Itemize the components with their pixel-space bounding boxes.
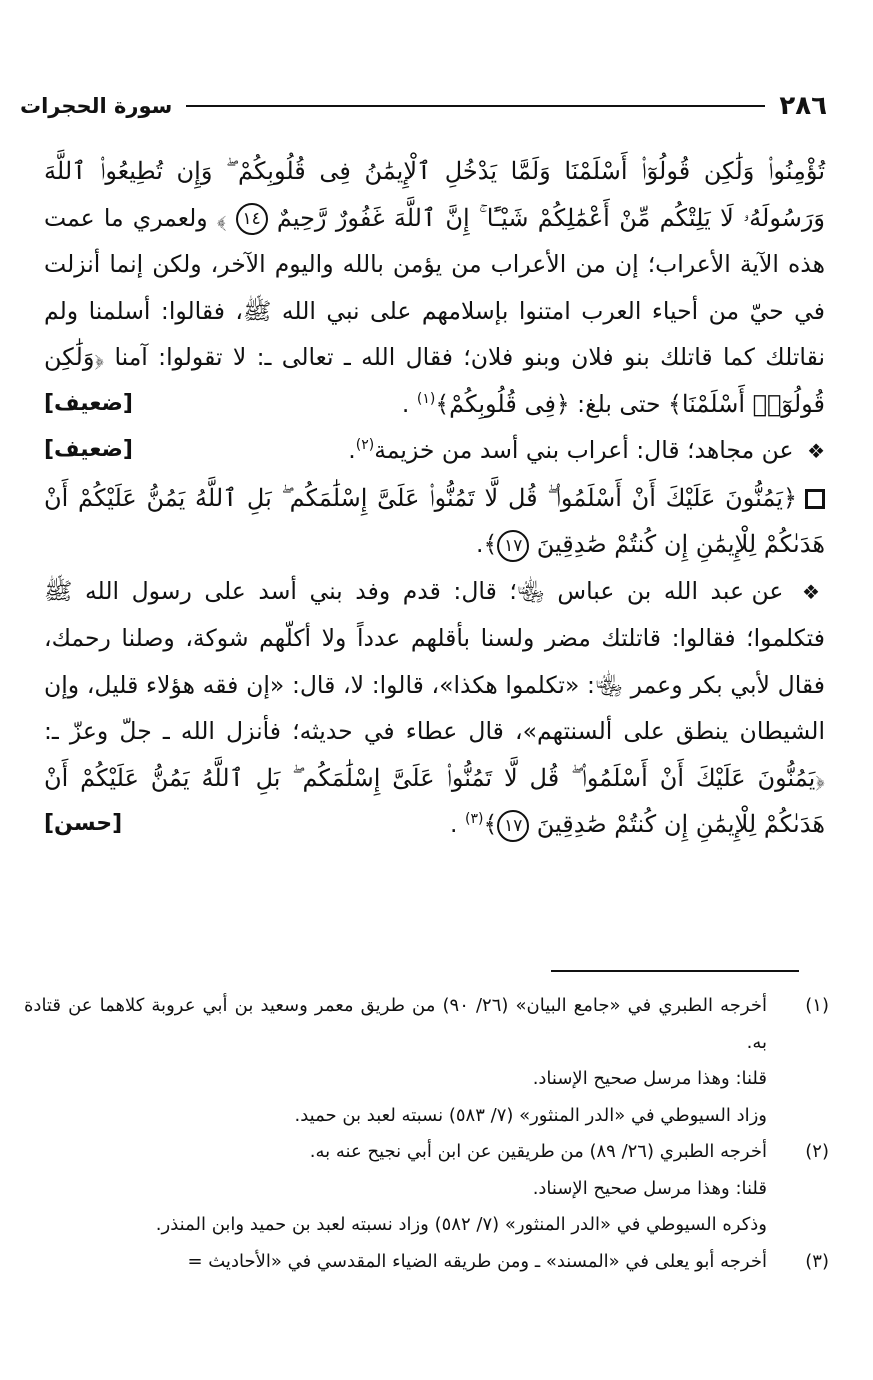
sentence-end: . [450,810,465,838]
paragraph-ibn-abbas [44,568,825,848]
paragraph-mujahid [44,427,825,475]
footnote-ref: (٢) [355,437,375,454]
verse-heading: ﴿يَمُنُّونَ عَلَيْكَ أَنْ أَسْلَمُوا۟ ۖ قُل لَّا تَمُنُّوا۟ عَلَىَّ إِسْلَٰمَكُم ۖ بَلِ ٱللَّهُ يَمُنُّ عَلَيْكُمْ أَنْ هَدَىٰكُمْ لِلْإِيمَٰنِ إِن كُنتُمْ صَٰدِقِينَ ١٧﴾. [44,475,825,568]
footnote-line: أخرجه الطبري في «جامع البيان» (٢٦/ ٩٠) من طريق معمر وسعيد بن أبي عروبة كلاهما عن قتادة به. [24,995,767,1053]
footnote-ref: (١) [416,390,436,407]
sentence-end: ﴾. [475,530,498,558]
sentence-end: . [348,436,356,464]
footnote-line: وزاد السيوطي في «الدر المنثور» (٧/ ٥٨٣) نسبته لعبد بن حميد. [294,1104,767,1126]
quran-verse: يَمُنُّونَ عَلَيْكَ أَنْ أَسْلَمُوا۟ ۖ قُل لَّا تَمُنُّوا۟ عَلَىَّ إِسْلَٰمَكُم ۖ بَلِ ٱللَّهُ يَمُنُّ عَلَيْكُمْ أَنْ هَدَىٰكُمْ لِلْإِيمَٰنِ إِن كُنتُمْ صَٰدِقِينَ [44,483,825,558]
footnote-number: (٣) [805,1250,829,1272]
footnote-line: وذكره السيوطي في «الدر المنثور» (٧/ ٥٨٢) وزاد نسبته لعبد بن حميد وابن المنذر. [155,1214,767,1235]
commentary-text: ﴾ ولعمري ما عمت هذه الآية الأعراب؛ إن من الأعراب من يؤمن بالله واليوم الآخر، ولكن إنما أنزلت في حيّ من أحياء العرب امتنوا بإسلامهم على نبي الله ﷺ، فقالوا: أسلمنا ولم نقاتلك كما قاتلك بنو فلان وبنو فلان؛ فقال الله ـ تعالى ـ: لا تقولوا: آمنا ﴿ [44,203,825,371]
quote-close: ﴾ [483,810,498,838]
footnote-line: أخرجه أبو يعلى في «المسند» ـ ومن طريقه الضياء المقدسي في «الأحاديث = [187,1250,767,1272]
page-number: ٢٨٦ [779,91,827,121]
quran-quote: يَمُنُّونَ عَلَيْكَ أَنْ أَسْلَمُوا۟ ۖ قُل لَّا تَمُنُّوا۟ عَلَىَّ إِسْلَٰمَكُم ۖ بَلِ ٱللَّهُ يَمُنُّ عَلَيْكُمْ أَنْ هَدَىٰكُمْ لِلْإِيمَٰنِ إِن كُنتُمْ صَٰدِقِينَ [44,763,825,838]
square-marker-icon [805,489,825,509]
footnote-number: (٢) [805,1141,829,1162]
quran-verse: تُؤْمِنُوا۟ وَلَٰكِن قُولُوٓا۟ أَسْلَمْنَا وَلَمَّا يَدْخُلِ ٱلْإِيمَٰنُ فِى قُلُوبِكُمْ ۖ وَإِن تُطِيعُوا۟ ٱللَّهَ وَرَسُولَهُۥ لَا يَلِتْكُم مِّنْ أَعْمَٰلِكُمْ شَيْـًٔا ۚ إِنَّ ٱللَّهَ غَفُورٌ رَّحِيمٌ [44,157,826,232]
narration-text: عن مجاهد؛ قال: أعراب بني أسد من خزيمة [374,436,794,464]
sentence-end: . [401,389,417,418]
footnote-line: قلنا: وهذا مرسل صحيح الإسناد. [532,1177,767,1199]
footnote-number: (١) [805,995,829,1016]
header-rule [186,105,765,107]
ayah-number: ١٤ [236,203,268,235]
footnote-ref: (٣) [464,811,484,828]
footnote-1 [24,988,829,1134]
diamond-marker-icon: ❖ [801,579,825,604]
surah-title: سورة الحجرات [20,94,173,118]
grade-badge: [ضعيف] [44,437,133,462]
quran-quote: وَلَٰكِن قُولُوٓا۟ أَسْلَمْنَا [44,343,825,418]
paragraph-qatada [44,148,825,427]
grade-badge: [حسن] [44,811,123,836]
footnote-separator [551,970,799,972]
footnote-3 [24,1244,829,1281]
commentary-text: ﴾ حتى بلغ: ﴿ [555,389,682,418]
footnote-line: قلنا: وهذا مرسل صحيح الإسناد. [532,1068,767,1089]
commentary-text: ﴾ [435,389,450,418]
footnote-line: أخرجه الطبري (٢٦/ ٨٩) من طريقين عن ابن أبي نجيح عنه به. [309,1141,767,1162]
footnote-2 [24,1134,829,1244]
main-text [44,148,825,848]
diamond-marker-icon: ❖ [807,439,825,463]
footnotes [24,988,829,1280]
ayah-number: ١٧ [497,530,529,562]
ayah-number: ١٧ [497,810,529,842]
quran-quote: فِى قُلُوبِكُمْ [449,389,556,418]
narration-text: عن عبد الله بن عباس ﵄؛ قال: قدم وفد بني أسد على رسول الله ﷺ فتكلموا؛ فقالوا: قاتلتك مضر ولسنا بأقلهم عدداً ولا أكلّهم شوكة، وصلنا رحمك، فقال لأبي بكر وعمر ﵄: «تكلموا هكذا»، قالوا: لا، قال: «إن فقه هؤلاء قليل، وإن الشيطان ينطق على ألسنتهم»، قال عطاء في حديثه؛ فأنزل الله ـ جلّ وعزّ ـ: ﴿ [44,576,825,792]
grade-badge: [ضعيف] [44,390,133,416]
page-header [20,86,827,126]
